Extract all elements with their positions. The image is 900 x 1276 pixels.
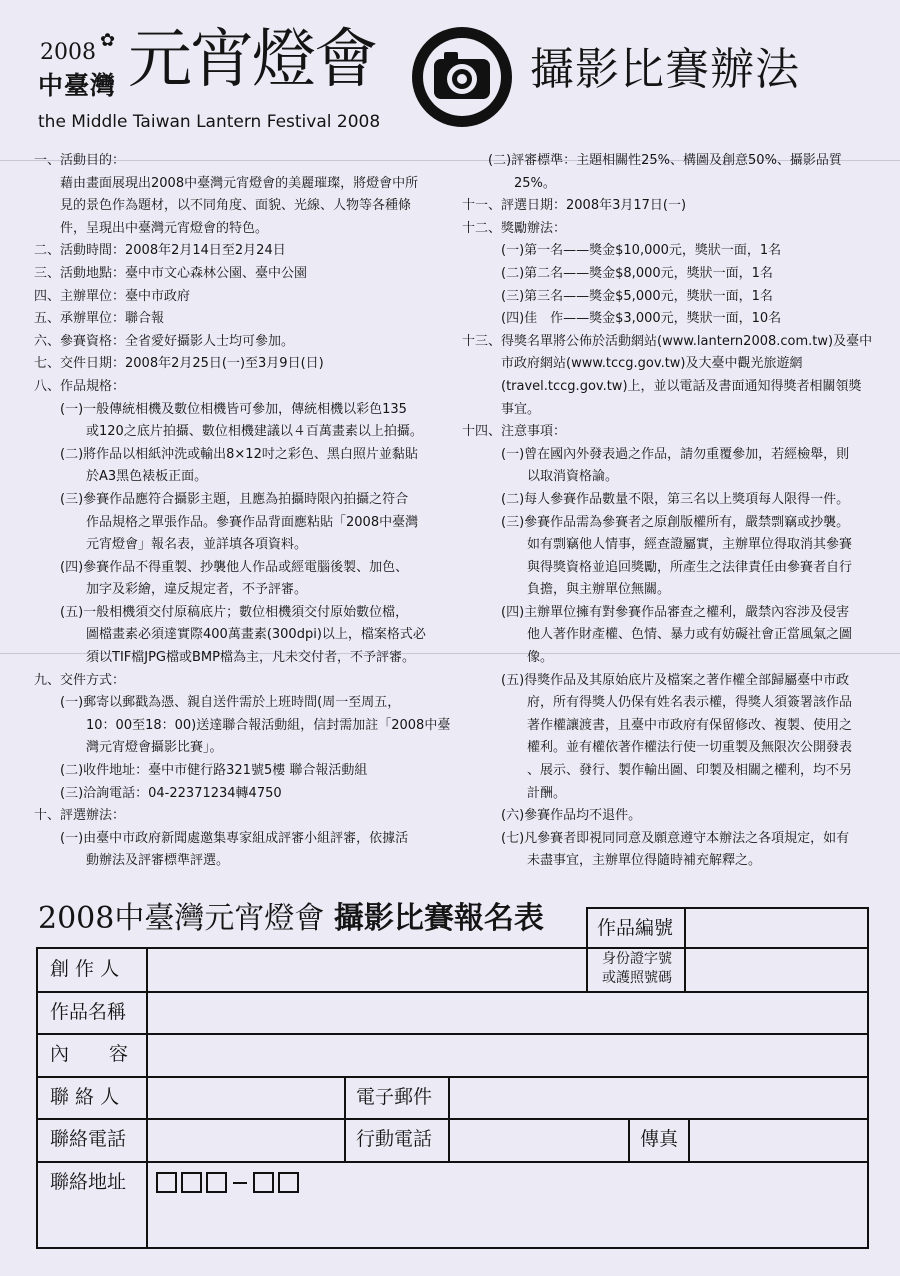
grid-line <box>688 1118 690 1162</box>
rule-line: 十三、得獎名單將公佈於活動網站(www.lantern2008.com.tw)及臺中 <box>462 333 873 349</box>
rule-line: (一)由臺中市政府新聞處邀集專家組成評審小組評審，依據活 <box>34 830 409 846</box>
rule-line: (一)郵寄以郵戳為憑、親自送件需於上班時間(周一至周五， <box>34 695 401 711</box>
grid-line <box>684 947 686 992</box>
rule-line: 負擔，與主辦單位無關。 <box>462 582 671 598</box>
rule-line: 件，呈現出中臺灣元宵燈會的特色。 <box>34 220 269 236</box>
postal-code-digit-box[interactable] <box>181 1172 202 1193</box>
header-place: 中臺灣 <box>38 71 117 100</box>
id-number-label <box>590 950 684 988</box>
postal-code-digit-box[interactable] <box>278 1172 299 1193</box>
grid-line <box>628 1118 630 1162</box>
fax-label: 傳真 <box>640 1128 679 1150</box>
id-number-label-line1: 身份證字號 <box>602 951 672 967</box>
rule-line: 元宵燈會」報名表，並詳填各項資料。 <box>34 537 308 553</box>
rule-line: 以取消資格論。 <box>462 469 619 485</box>
address-label: 聯絡地址 <box>50 1171 127 1193</box>
work-title-field[interactable] <box>149 994 867 1032</box>
rule-line: 九、交件方式： <box>34 672 126 688</box>
grid-line <box>684 907 686 949</box>
postal-code-digit-box[interactable] <box>156 1172 177 1193</box>
postal-code-boxes[interactable] <box>156 1172 303 1193</box>
rule-line: (三)洽詢電話：04-22371234轉4750 <box>34 785 282 801</box>
rule-line: 於A3黑色裱板正面。 <box>34 469 208 485</box>
rule-line: 加字及彩繪，違反規定者，不予評審。 <box>34 582 308 598</box>
rule-line: (五)得獎作品及其原始底片及檔案之著作權全部歸屬臺中市政 <box>462 672 850 688</box>
contact-person-label: 聯 絡 人 <box>50 1086 120 1108</box>
rule-line: (一)曾在國內外發表過之作品，請勿重覆參加，若經檢舉，則 <box>462 446 850 462</box>
content-label <box>50 1045 128 1064</box>
rule-line: (五)一般相機須交付原稿底片；數位相機須交付原始數位檔， <box>34 604 409 620</box>
header-year: 2008 <box>40 40 96 65</box>
creator-label: 創 作 人 <box>50 958 120 980</box>
fax-field[interactable] <box>691 1121 867 1160</box>
rule-line: 十四、注意事項： <box>462 424 567 440</box>
rule-line: (一)一般傳統相機及數位相機皆可參加，傳統相機以彩色135 <box>34 401 407 417</box>
rule-line: 七、交件日期：2008年2月25日(一)至3月9日(日) <box>34 356 324 372</box>
rule-line: 事宜。 <box>462 401 541 417</box>
phone-label: 聯絡電話 <box>50 1128 127 1150</box>
festival-english-name: the Middle Taiwan Lantern Festival 2008 <box>38 112 381 132</box>
rule-line: 權利。並有權依著作權法行使一切重製及無限次公開發表 <box>462 740 853 756</box>
rule-line: 六、參賽資格：全省愛好攝影人士均可參加。 <box>34 333 295 349</box>
work-title-label: 作品名稱 <box>50 1001 127 1023</box>
rule-line: 一、活動目的： <box>34 153 126 168</box>
postal-code-digit-box[interactable] <box>206 1172 227 1193</box>
rule-line: 十一、評選日期：2008年3月17日(一) <box>462 198 687 214</box>
rule-line: 與得獎資格並追回獎勵，所產生之法律責任由參賽者自行 <box>462 559 853 575</box>
grid-line <box>344 1076 346 1162</box>
rule-line: 須以TIF檔JPG檔或BMP檔為主，凡未交付者，不予評審。 <box>34 650 415 666</box>
rule-line: 計酬。 <box>462 785 567 801</box>
content-label-part2: 容 <box>109 1043 129 1065</box>
camera-icon <box>410 25 514 129</box>
flower-icon: ✿ <box>100 30 116 51</box>
rule-line: 二、活動時間：2008年2月14日至2月24日 <box>34 243 286 259</box>
grid-line <box>36 1033 869 1035</box>
content-field[interactable] <box>149 1036 867 1075</box>
work-number-field[interactable] <box>688 909 867 949</box>
content-label-part1: 內 <box>50 1043 70 1065</box>
rule-line: (六)參賽作品均不退件。 <box>462 808 642 824</box>
rule-line: (二)評審標準：主題相關性25%、構圖及創意50%、攝影品質 <box>462 153 842 168</box>
rule-line: 十二、獎勵辦法： <box>462 220 567 236</box>
rule-line: 如有剽竊他人情事，經查證屬實，主辦單位得取消其參賽 <box>462 537 853 553</box>
rules-left-column <box>34 150 454 873</box>
grid-line <box>36 1161 869 1163</box>
rule-line: (四)主辦單位擁有對參賽作品審查之權利，嚴禁內容涉及侵害 <box>462 604 850 620</box>
page-title: 攝影比賽辦法 <box>530 44 800 95</box>
rule-line: 25%。 <box>462 175 556 191</box>
phone-field[interactable] <box>149 1121 343 1160</box>
rule-line: 作品規格之單張作品。參賽作品背面應粘貼「2008中臺灣 <box>34 514 419 530</box>
rule-line: 像。 <box>462 650 554 666</box>
postal-code-digit-box[interactable] <box>253 1172 274 1193</box>
rule-line: 圖檔畫素必須達實際400萬畫素(300dpi)以上，檔案格式必 <box>34 627 426 643</box>
rule-line: 五、承辦單位：聯合報 <box>34 311 165 327</box>
rule-line: 三、活動地點：臺中市文心森林公園、臺中公園 <box>34 265 308 281</box>
postal-code-dash <box>233 1182 247 1184</box>
rule-line: 或120之底片拍攝、數位相機建議以４百萬畫素以上拍攝。 <box>34 424 423 440</box>
rule-line: 十、評選辦法： <box>34 808 126 824</box>
grid-line <box>36 991 869 993</box>
rule-line: (三)參賽作品應符合攝影主題，且應為拍攝時限內拍攝之符合 <box>34 491 409 507</box>
rule-line: 他人著作財產權、色情、暴力或有妨礙社會正當風氣之圖 <box>462 627 853 643</box>
rule-line: (travel.tccg.gov.tw)上，並以電話及書面通知得獎者相關領獎 <box>462 378 862 394</box>
rule-line: (二)每人參賽作品數量不限，第三名以上獎項每人限得一件。 <box>462 491 850 507</box>
rule-line: (二)將作品以相紙沖洗或輸出8×12吋之彩色、黑白照片並黏貼 <box>34 446 418 462</box>
festival-title: 元宵燈會 <box>128 23 376 97</box>
rule-line: 著作權讓渡書，且臺中市政府有保留修改、複製、使用之 <box>462 717 853 733</box>
rule-line: 府，所有得獎人仍保有姓名表示權，得獎人須簽署該作品 <box>462 695 853 711</box>
rule-line: 見的景色作為題材，以不同角度、面貌、光線、人物等各種條 <box>34 198 412 214</box>
form-title <box>38 901 544 936</box>
rule-line: (三)第三名——獎金$5,000元，獎狀一面，1名 <box>462 288 773 304</box>
form-title-main: 中臺灣元宵燈會 <box>114 901 325 936</box>
rule-line: 市政府網站(www.tccg.gov.tw)及大臺中觀光旅遊網 <box>462 356 803 372</box>
rule-line: 藉由畫面展現出2008中臺灣元宵燈會的美麗璀璨，將燈會中所 <box>34 175 419 191</box>
contact-person-field[interactable] <box>149 1079 343 1117</box>
mobile-field[interactable] <box>451 1121 627 1160</box>
work-number-label: 作品編號 <box>597 917 674 939</box>
mobile-label: 行動電話 <box>356 1128 433 1150</box>
rule-line: (二)收件地址：臺中市健行路321號5樓 聯合報活動組 <box>34 763 368 779</box>
grid-line <box>448 1076 450 1162</box>
grid-line <box>146 947 148 1249</box>
rule-line: 四、主辦單位：臺中市政府 <box>34 288 191 304</box>
rule-line: 動辦法及評審標準評選。 <box>34 853 230 869</box>
rule-line: (二)第二名——獎金$8,000元，獎狀一面，1名 <box>462 265 773 281</box>
rules-right-column <box>462 150 882 873</box>
email-label: 電子郵件 <box>356 1086 433 1108</box>
creator-field[interactable] <box>149 950 585 990</box>
rule-line: 、展示、發行、製作輸出圖、印製及相關之權利，均不另 <box>462 763 853 779</box>
grid-line <box>36 1118 869 1120</box>
grid-line <box>36 1076 869 1078</box>
rule-line: (一)第一名——獎金$10,000元，獎狀一面，1名 <box>462 243 782 259</box>
rule-line: 灣元宵燈會攝影比賽」。 <box>34 740 223 756</box>
rule-line: (四)佳 作——獎金$3,000元，獎狀一面，10名 <box>462 311 782 327</box>
rule-line: (三)參賽作品需為參賽者之原創版權所有，嚴禁剽竊或抄襲。 <box>462 514 850 530</box>
rule-line: (四)參賽作品不得重製、抄襲他人作品或經電腦後製、加色、 <box>34 559 409 575</box>
rule-line: 未盡事宜，主辦單位得隨時補充解釋之。 <box>462 853 762 869</box>
form-title-sub: 攝影比賽報名表 <box>333 901 544 936</box>
form-title-year: 2008 <box>38 901 115 936</box>
grid-line <box>586 947 588 992</box>
rule-line: 10：00至18：00)送達聯合報活動組，信封需加註「2008中臺 <box>34 717 451 733</box>
id-number-field[interactable] <box>687 950 867 990</box>
rule-line: (七)凡參賽者即視同同意及願意遵守本辦法之各項規定，如有 <box>462 830 850 846</box>
email-field[interactable] <box>451 1079 867 1117</box>
id-number-label-line2: 或護照號碼 <box>602 970 672 986</box>
rule-line: 八、作品規格： <box>34 378 126 394</box>
